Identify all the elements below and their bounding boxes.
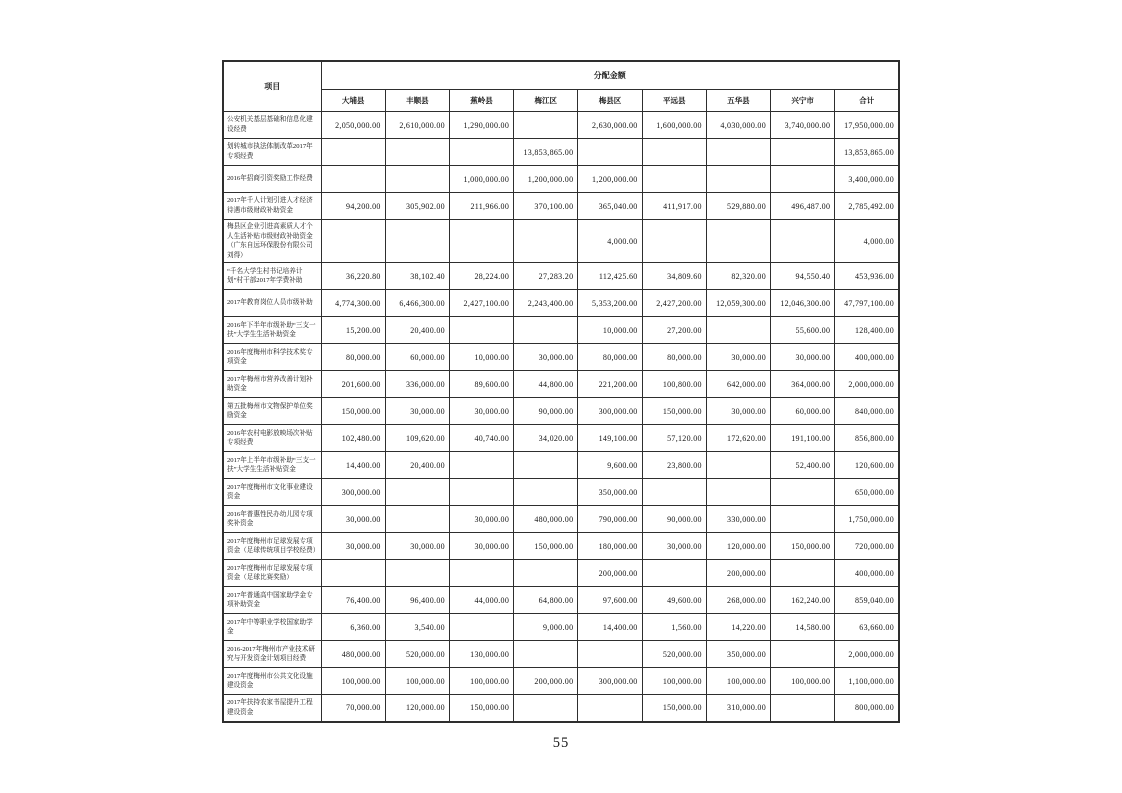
cell-value [449,452,513,479]
cell-value [706,479,770,506]
cell-value: 60,000.00 [385,344,449,371]
cell-value: 149,100.00 [578,425,642,452]
cell-value [771,166,835,193]
cell-value: 90,000.00 [642,506,706,533]
row-item-label: 2017年梅州市营养改善计划补助资金 [223,371,321,398]
cell-value: 10,000.00 [578,317,642,344]
cell-value: 120,600.00 [835,452,899,479]
cell-value: 150,000.00 [514,533,578,560]
cell-value: 150,000.00 [321,398,385,425]
cell-value: 201,600.00 [321,371,385,398]
cell-value [771,220,835,263]
cell-value: 2,610,000.00 [385,112,449,139]
cell-value [385,220,449,263]
cell-value [771,506,835,533]
cell-value [642,560,706,587]
cell-value: 30,000.00 [449,533,513,560]
cell-value: 400,000.00 [835,344,899,371]
cell-value: 80,000.00 [578,344,642,371]
row-item-label: 2017年教育岗位人员市级补助 [223,290,321,317]
cell-value: 859,040.00 [835,587,899,614]
cell-value: 300,000.00 [578,668,642,695]
cell-value: 2,427,100.00 [449,290,513,317]
cell-value: 1,560.00 [642,614,706,641]
cell-value [578,641,642,668]
cell-value: 14,580.00 [771,614,835,641]
cell-value: 150,000.00 [771,533,835,560]
cell-value [642,139,706,166]
cell-value: 97,600.00 [578,587,642,614]
cell-value: 6,360.00 [321,614,385,641]
cell-value: 38,102.40 [385,263,449,290]
cell-value: 1,750,000.00 [835,506,899,533]
table-row [223,371,899,398]
cell-value: 200,000.00 [706,560,770,587]
cell-value: 9,000.00 [514,614,578,641]
cell-value: 2,427,200.00 [642,290,706,317]
row-item-label: 2016年普惠性民办幼儿园专项奖补资金 [223,506,321,533]
cell-value: 211,966.00 [449,193,513,220]
row-item-label: 2016-2017年梅州市产业技术研究与开发资金计划项目经费 [223,641,321,668]
row-item-label: 2017年度梅州市足球发展专项资金（足球比赛奖励） [223,560,321,587]
cell-value [449,560,513,587]
cell-value: 100,000.00 [385,668,449,695]
cell-value [449,479,513,506]
cell-value: 2,785,492.00 [835,193,899,220]
cell-value [706,220,770,263]
column-header: 兴宁市 [771,90,835,112]
table-row [223,139,899,166]
row-item-label: 2016年招商引资奖励工作经费 [223,166,321,193]
cell-value: 44,800.00 [514,371,578,398]
cell-value [514,452,578,479]
cell-value: 4,000.00 [578,220,642,263]
cell-value: 34,809.60 [642,263,706,290]
row-item-label: 2016年农村电影放映场次补贴专项经费 [223,425,321,452]
cell-value: 27,200.00 [642,317,706,344]
table-row [223,452,899,479]
cell-value: 1,100,000.00 [835,668,899,695]
cell-value [449,220,513,263]
cell-value: 2,243,400.00 [514,290,578,317]
cell-value: 453,936.00 [835,263,899,290]
cell-value: 120,000.00 [706,533,770,560]
cell-value: 49,600.00 [642,587,706,614]
cell-value [514,641,578,668]
cell-value: 336,000.00 [385,371,449,398]
cell-value: 100,000.00 [642,668,706,695]
table-row [223,533,899,560]
column-header: 合计 [835,90,899,112]
cell-value: 30,000.00 [449,398,513,425]
cell-value: 6,466,300.00 [385,290,449,317]
cell-value: 34,020.00 [514,425,578,452]
cell-value [706,166,770,193]
cell-value [578,695,642,722]
cell-value: 82,320.00 [706,263,770,290]
cell-value [771,641,835,668]
cell-value: 800,000.00 [835,695,899,722]
cell-value: 30,000.00 [321,533,385,560]
cell-value [449,317,513,344]
cell-value: 60,000.00 [771,398,835,425]
row-item-label: 2017年扶持农家书屋提升工程建设资金 [223,695,321,722]
table-row [223,317,899,344]
cell-value: 4,030,000.00 [706,112,770,139]
row-item-label: 2017年度梅州市公共文化设施建设资金 [223,668,321,695]
table-row [223,587,899,614]
cell-value: 120,000.00 [385,695,449,722]
cell-value: 1,200,000.00 [578,166,642,193]
table-row [223,193,899,220]
table-row [223,614,899,641]
cell-value: 36,220.80 [321,263,385,290]
cell-value: 20,400.00 [385,452,449,479]
cell-value: 30,000.00 [449,506,513,533]
cell-value: 364,000.00 [771,371,835,398]
cell-value: 5,353,200.00 [578,290,642,317]
cell-value [514,112,578,139]
cell-value: 17,950,000.00 [835,112,899,139]
cell-value [385,166,449,193]
cell-value: 30,000.00 [771,344,835,371]
column-header: 平远县 [642,90,706,112]
cell-value: 4,774,300.00 [321,290,385,317]
cell-value: 76,400.00 [321,587,385,614]
cell-value: 529,880.00 [706,193,770,220]
row-item-label: 2017年千人计划引进人才经济待遇市级财政补助资金 [223,193,321,220]
cell-value [514,220,578,263]
cell-value [706,452,770,479]
cell-value: 57,120.00 [642,425,706,452]
row-item-label: 2017年中等职业学校国家助学金 [223,614,321,641]
cell-value: 100,000.00 [771,668,835,695]
cell-value: 30,000.00 [385,533,449,560]
cell-value: 365,040.00 [578,193,642,220]
cell-value: 268,000.00 [706,587,770,614]
cell-value: 1,000,000.00 [449,166,513,193]
cell-value [642,166,706,193]
cell-value: 80,000.00 [642,344,706,371]
cell-value: 162,240.00 [771,587,835,614]
cell-value: 64,800.00 [514,587,578,614]
cell-value: 221,200.00 [578,371,642,398]
cell-value: 23,800.00 [642,452,706,479]
column-header: 五华县 [706,90,770,112]
table-row [223,560,899,587]
cell-value: 480,000.00 [321,641,385,668]
cell-value: 96,400.00 [385,587,449,614]
cell-value [385,560,449,587]
item-column-header: 项目 [223,61,321,112]
cell-value: 15,200.00 [321,317,385,344]
table-row [223,695,899,722]
cell-value: 90,000.00 [514,398,578,425]
cell-value: 2,050,000.00 [321,112,385,139]
cell-value [385,479,449,506]
row-item-label: 划转城市执法体制改革2017年专项经费 [223,139,321,166]
cell-value [642,479,706,506]
cell-value: 200,000.00 [578,560,642,587]
table-row [223,112,899,139]
row-item-label: 2017年普通高中国家助学金专项补助资金 [223,587,321,614]
cell-value: 30,000.00 [706,398,770,425]
cell-value: 370,100.00 [514,193,578,220]
cell-value: 20,400.00 [385,317,449,344]
row-item-label: “千名大学生村书记培养计划”村干部2017年学费补助 [223,263,321,290]
cell-value: 30,000.00 [321,506,385,533]
row-item-label: 2017年度梅州市足球发展专项资金（足球传统项目学校经费） [223,533,321,560]
table-row [223,506,899,533]
table-row [223,668,899,695]
cell-value [771,695,835,722]
row-item-label: 公安机关基层基础和信息化建设经费 [223,112,321,139]
row-item-label: 梅县区企业引进高素质人才个人生活补贴市级财政补助资金（广东自远环保股份有限公司刘得） [223,220,321,263]
cell-value [578,139,642,166]
cell-value: 790,000.00 [578,506,642,533]
cell-value: 150,000.00 [449,695,513,722]
cell-value [321,166,385,193]
page-number: 55 [552,735,570,751]
cell-value: 30,000.00 [642,533,706,560]
cell-value: 12,059,300.00 [706,290,770,317]
cell-value: 3,540.00 [385,614,449,641]
cell-value: 2,000,000.00 [835,371,899,398]
cell-value: 3,740,000.00 [771,112,835,139]
cell-value [514,479,578,506]
column-header: 大埔县 [321,90,385,112]
cell-value: 180,000.00 [578,533,642,560]
cell-value: 100,000.00 [321,668,385,695]
cell-value [771,479,835,506]
cell-value: 4,000.00 [835,220,899,263]
row-item-label: 2016年下半年市级补助“三支一扶”大学生生活补助资金 [223,317,321,344]
cell-value [706,317,770,344]
row-item-label: 第五批梅州市文物保护单位奖励资金 [223,398,321,425]
cell-value: 30,000.00 [514,344,578,371]
cell-value: 128,400.00 [835,317,899,344]
cell-value: 350,000.00 [578,479,642,506]
cell-value [385,506,449,533]
cell-value: 350,000.00 [706,641,770,668]
table-row [223,263,899,290]
cell-value: 14,400.00 [578,614,642,641]
column-header-row [223,90,899,112]
cell-value: 52,400.00 [771,452,835,479]
cell-value: 3,400,000.00 [835,166,899,193]
cell-value: 55,600.00 [771,317,835,344]
cell-value: 30,000.00 [706,344,770,371]
cell-value: 89,600.00 [449,371,513,398]
cell-value [771,139,835,166]
cell-value: 310,000.00 [706,695,770,722]
table-row [223,166,899,193]
cell-value: 94,550.40 [771,263,835,290]
cell-value [514,317,578,344]
cell-value: 520,000.00 [385,641,449,668]
cell-value: 330,000.00 [706,506,770,533]
cell-value: 40,740.00 [449,425,513,452]
cell-value: 1,200,000.00 [514,166,578,193]
table-row [223,290,899,317]
table-row [223,641,899,668]
cell-value: 13,853,865.00 [514,139,578,166]
cell-value: 191,100.00 [771,425,835,452]
cell-value: 28,224.00 [449,263,513,290]
column-header: 蕉岭县 [449,90,513,112]
cell-value: 100,800.00 [642,371,706,398]
cell-value: 102,480.00 [321,425,385,452]
column-header: 丰顺县 [385,90,449,112]
cell-value: 10,000.00 [449,344,513,371]
group-header: 分配金额 [321,61,899,90]
cell-value: 650,000.00 [835,479,899,506]
cell-value: 1,600,000.00 [642,112,706,139]
column-header: 梅县区 [578,90,642,112]
cell-value: 496,487.00 [771,193,835,220]
cell-value: 856,800.00 [835,425,899,452]
table-row [223,425,899,452]
cell-value: 9,600.00 [578,452,642,479]
cell-value: 642,000.00 [706,371,770,398]
cell-value: 150,000.00 [642,695,706,722]
cell-value: 112,425.60 [578,263,642,290]
cell-value [449,139,513,166]
cell-value: 100,000.00 [706,668,770,695]
cell-value: 63,660.00 [835,614,899,641]
cell-value: 172,620.00 [706,425,770,452]
cell-value: 1,290,000.00 [449,112,513,139]
row-item-label: 2016年度梅州市科学技术奖专项资金 [223,344,321,371]
cell-value [642,220,706,263]
cell-value: 480,000.00 [514,506,578,533]
cell-value: 300,000.00 [321,479,385,506]
cell-value: 130,000.00 [449,641,513,668]
cell-value: 400,000.00 [835,560,899,587]
cell-value: 2,000,000.00 [835,641,899,668]
table-row [223,479,899,506]
cell-value: 200,000.00 [514,668,578,695]
cell-value [449,614,513,641]
cell-value: 47,797,100.00 [835,290,899,317]
cell-value: 720,000.00 [835,533,899,560]
table-header [223,61,899,112]
table-row [223,344,899,371]
row-item-label: 2017年上半年市级补助“三支一扶”大学生生活补贴资金 [223,452,321,479]
cell-value [321,560,385,587]
table-body [223,112,899,722]
cell-value: 411,917.00 [642,193,706,220]
cell-value: 94,200.00 [321,193,385,220]
cell-value: 14,400.00 [321,452,385,479]
cell-value: 80,000.00 [321,344,385,371]
table-row [223,220,899,263]
cell-value: 44,000.00 [449,587,513,614]
cell-value [771,560,835,587]
cell-value: 150,000.00 [642,398,706,425]
cell-value: 520,000.00 [642,641,706,668]
cell-value [706,139,770,166]
cell-value: 14,220.00 [706,614,770,641]
cell-value: 100,000.00 [449,668,513,695]
cell-value: 27,283.20 [514,263,578,290]
cell-value: 30,000.00 [385,398,449,425]
cell-value [321,139,385,166]
cell-value: 12,046,300.00 [771,290,835,317]
cell-value [321,220,385,263]
cell-value [514,695,578,722]
cell-value: 305,902.00 [385,193,449,220]
column-header: 梅江区 [514,90,578,112]
cell-value: 13,853,865.00 [835,139,899,166]
cell-value: 840,000.00 [835,398,899,425]
cell-value: 70,000.00 [321,695,385,722]
cell-value: 300,000.00 [578,398,642,425]
cell-value [514,560,578,587]
row-item-label: 2017年度梅州市文化事业建设资金 [223,479,321,506]
table-row [223,398,899,425]
cell-value: 2,630,000.00 [578,112,642,139]
cell-value: 109,620.00 [385,425,449,452]
allocation-table [222,60,900,723]
cell-value [385,139,449,166]
